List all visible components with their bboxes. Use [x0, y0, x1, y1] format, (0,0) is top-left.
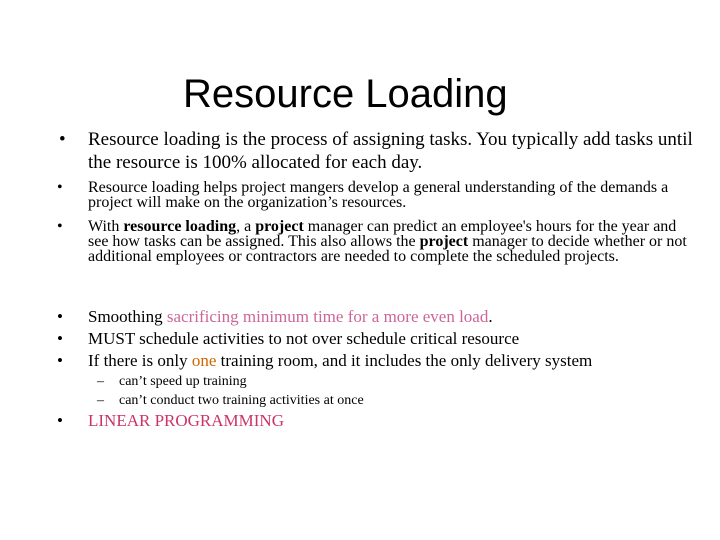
- bullet-text: Resource loading is the process of assigning tasks. You typically add tasks until the resource is 100% allocated for each day.: [88, 129, 693, 173]
- highlight-text: sacrificing minimum time for a more even load: [166, 307, 489, 326]
- sub-bullet-item: [97, 393, 364, 409]
- bullet-text: [88, 219, 700, 264]
- bullet-icon: •: [57, 351, 63, 370]
- text-run: , a: [236, 218, 256, 235]
- bullet-icon: •: [57, 329, 63, 348]
- bold-term: project: [419, 233, 469, 250]
- bullet-text: [88, 306, 700, 328]
- bullet-icon: •: [57, 411, 63, 430]
- text-run: If there is only: [88, 351, 192, 370]
- text-run: With: [88, 218, 124, 235]
- bullet-text: [88, 350, 700, 372]
- highlight-text: one: [191, 351, 217, 370]
- bullet-icon: •: [57, 179, 63, 196]
- bullet-text: Resource loading helps project mangers develop a general understanding of the demands a project will make on the organization’s resources.: [88, 179, 669, 211]
- text-run: manager can predict an employee's hours for the year and see how tasks can be assigned. This also allows the: [88, 218, 677, 250]
- sub-bullet-text: can’t speed up training: [119, 374, 247, 389]
- dash-icon: –: [97, 393, 104, 408]
- bold-term: resource loading: [123, 218, 237, 235]
- text-run: manager to decide whether or not additional employees or contractors are needed to complete the scheduled projects.: [88, 233, 687, 265]
- text-run: Smoothing: [88, 307, 167, 326]
- dash-icon: –: [97, 374, 104, 389]
- bullet-text: MUST schedule activities to not over schedule critical resource: [88, 329, 520, 348]
- sub-bullet-text: can’t conduct two training activities at once: [119, 393, 364, 408]
- text-run: .: [488, 307, 493, 326]
- bullet-text: LINEAR PROGRAMMING: [88, 411, 284, 430]
- text-run: training room, and it includes the only delivery system: [216, 351, 593, 370]
- slide-title: Resource Loading: [183, 72, 508, 116]
- bullet-icon: •: [57, 218, 63, 235]
- bullet-icon: •: [59, 129, 66, 150]
- bold-term: project: [255, 218, 304, 235]
- bullet-icon: •: [57, 307, 63, 326]
- sub-bullet-item: [97, 374, 247, 390]
